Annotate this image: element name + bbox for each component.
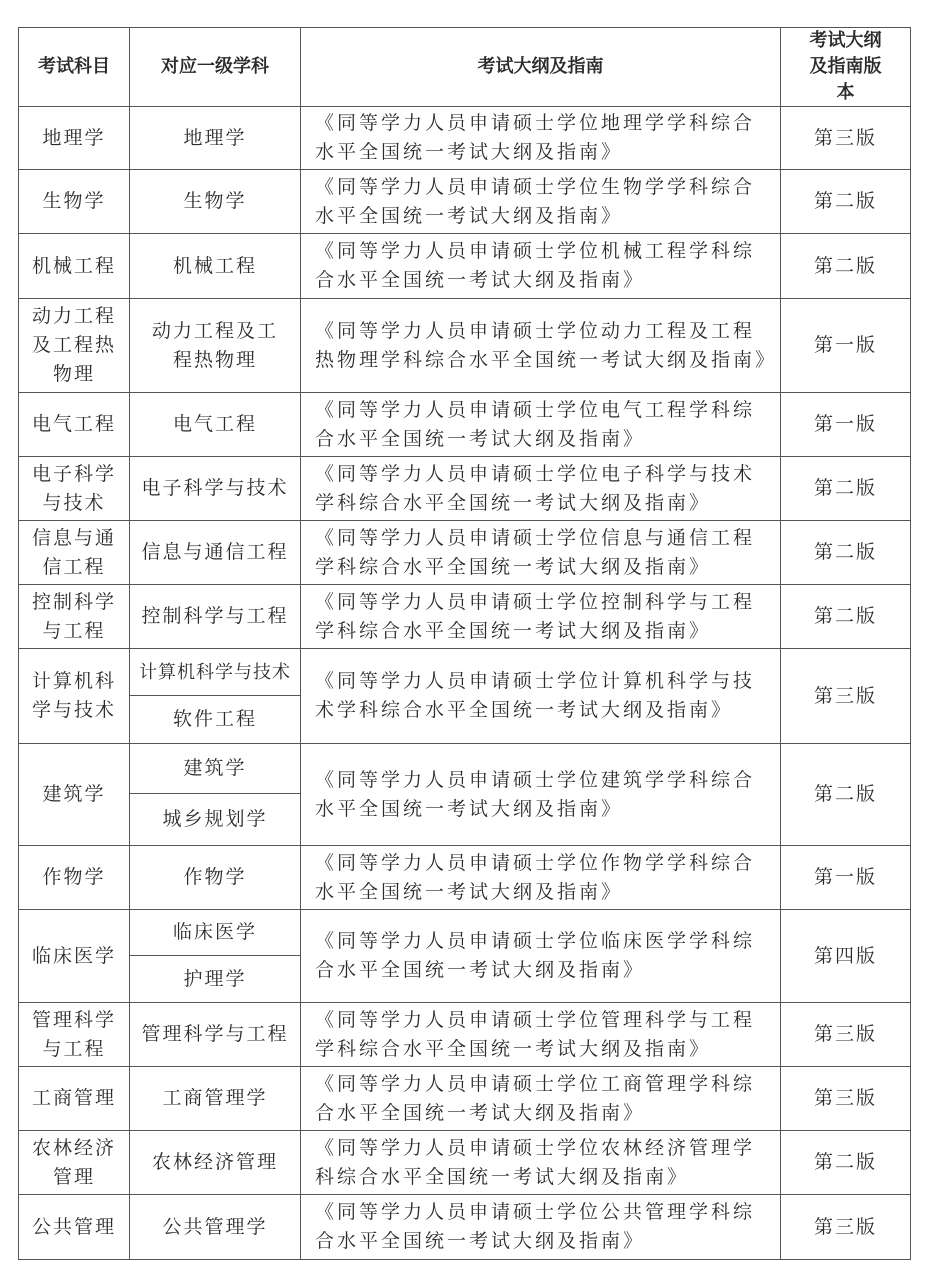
outline-cell: 《同等学力人员申请硕士学位建筑学学科综合水平全国统一考试大纲及指南》 xyxy=(301,744,781,846)
discipline-cell: 作物学 xyxy=(130,846,301,910)
edition-cell: 第一版 xyxy=(781,299,911,393)
discipline-cell: 动力工程及工程热物理 xyxy=(130,299,301,393)
subject-cell: 生物学 xyxy=(19,170,130,234)
outline-cell: 《同等学力人员申请硕士学位临床医学学科综合水平全国统一考试大纲及指南》 xyxy=(301,910,781,1003)
subject-cell: 作物学 xyxy=(19,846,130,910)
discipline-cell: 地理学 xyxy=(130,107,301,170)
subject-cell: 控制科学与工程 xyxy=(19,585,130,649)
outline-cell: 《同等学力人员申请硕士学位控制科学与工程学科综合水平全国统一考试大纲及指南》 xyxy=(301,585,781,649)
table-row xyxy=(19,744,911,794)
table-row xyxy=(19,1131,911,1195)
discipline-cell: 公共管理学 xyxy=(130,1195,301,1260)
outline-cell: 《同等学力人员申请硕士学位电子科学与技术学科综合水平全国统一考试大纲及指南》 xyxy=(301,457,781,521)
edition-cell: 第三版 xyxy=(781,649,911,744)
header-edition: 考试大纲及指南版本 xyxy=(781,28,911,107)
header-outline: 考试大纲及指南 xyxy=(301,28,781,107)
outline-cell: 《同等学力人员申请硕士学位工商管理学科综合水平全国统一考试大纲及指南》 xyxy=(301,1067,781,1131)
table-row xyxy=(19,649,911,696)
discipline-cell: 计算机科学与技术 xyxy=(130,649,301,696)
edition-cell: 第三版 xyxy=(781,107,911,170)
outline-cell: 《同等学力人员申请硕士学位信息与通信工程学科综合水平全国统一考试大纲及指南》 xyxy=(301,521,781,585)
edition-cell: 第三版 xyxy=(781,1195,911,1260)
discipline-cell: 城乡规划学 xyxy=(130,794,301,846)
discipline-cell: 信息与通信工程 xyxy=(130,521,301,585)
edition-cell: 第一版 xyxy=(781,393,911,457)
edition-cell: 第二版 xyxy=(781,457,911,521)
outline-cell: 《同等学力人员申请硕士学位动力工程及工程热物理学科综合水平全国统一考试大纲及指南》 xyxy=(301,299,781,393)
table-row xyxy=(19,521,911,585)
table-row xyxy=(19,1195,911,1260)
edition-cell: 第一版 xyxy=(781,846,911,910)
outline-cell: 《同等学力人员申请硕士学位机械工程学科综合水平全国统一考试大纲及指南》 xyxy=(301,234,781,299)
table-row xyxy=(19,585,911,649)
table-row xyxy=(19,170,911,234)
edition-cell: 第二版 xyxy=(781,1131,911,1195)
discipline-cell: 临床医学 xyxy=(130,910,301,956)
subject-cell: 地理学 xyxy=(19,107,130,170)
outline-cell: 《同等学力人员申请硕士学位电气工程学科综合水平全国统一考试大纲及指南》 xyxy=(301,393,781,457)
subject-cell: 信息与通信工程 xyxy=(19,521,130,585)
outline-cell: 《同等学力人员申请硕士学位地理学学科综合水平全国统一考试大纲及指南》 xyxy=(301,107,781,170)
edition-cell: 第二版 xyxy=(781,585,911,649)
subject-cell: 计算机科学与技术 xyxy=(19,649,130,744)
edition-cell: 第三版 xyxy=(781,1003,911,1067)
edition-cell: 第二版 xyxy=(781,234,911,299)
outline-cell: 《同等学力人员申请硕士学位农林经济管理学科综合水平全国统一考试大纲及指南》 xyxy=(301,1131,781,1195)
edition-cell: 第二版 xyxy=(781,521,911,585)
table-row xyxy=(19,910,911,956)
subject-cell: 临床医学 xyxy=(19,910,130,1003)
subject-cell: 电子科学与技术 xyxy=(19,457,130,521)
table-row xyxy=(19,107,911,170)
subject-cell: 管理科学与工程 xyxy=(19,1003,130,1067)
discipline-cell: 电气工程 xyxy=(130,393,301,457)
discipline-cell: 工商管理学 xyxy=(130,1067,301,1131)
subject-cell: 公共管理 xyxy=(19,1195,130,1260)
table-row xyxy=(19,1003,911,1067)
table-row xyxy=(19,299,911,393)
subject-cell: 电气工程 xyxy=(19,393,130,457)
subject-cell: 农林经济管理 xyxy=(19,1131,130,1195)
discipline-cell: 管理科学与工程 xyxy=(130,1003,301,1067)
header-row xyxy=(19,28,911,107)
edition-cell: 第四版 xyxy=(781,910,911,1003)
outline-cell: 《同等学力人员申请硕士学位计算机科学与技术学科综合水平全国统一考试大纲及指南》 xyxy=(301,649,781,744)
header-discipline: 对应一级学科 xyxy=(130,28,301,107)
header-subject: 考试科目 xyxy=(19,28,130,107)
outline-cell: 《同等学力人员申请硕士学位公共管理学科综合水平全国统一考试大纲及指南》 xyxy=(301,1195,781,1260)
discipline-cell: 控制科学与工程 xyxy=(130,585,301,649)
subject-cell: 建筑学 xyxy=(19,744,130,846)
outline-cell: 《同等学力人员申请硕士学位作物学学科综合水平全国统一考试大纲及指南》 xyxy=(301,846,781,910)
discipline-cell: 电子科学与技术 xyxy=(130,457,301,521)
edition-cell: 第二版 xyxy=(781,744,911,846)
discipline-cell: 农林经济管理 xyxy=(130,1131,301,1195)
discipline-cell: 护理学 xyxy=(130,956,301,1003)
exam-outline-table xyxy=(18,27,911,1260)
subject-cell: 机械工程 xyxy=(19,234,130,299)
table-row xyxy=(19,1067,911,1131)
discipline-cell: 机械工程 xyxy=(130,234,301,299)
discipline-cell: 软件工程 xyxy=(130,696,301,744)
table-row xyxy=(19,234,911,299)
outline-cell: 《同等学力人员申请硕士学位生物学学科综合水平全国统一考试大纲及指南》 xyxy=(301,170,781,234)
discipline-cell: 建筑学 xyxy=(130,744,301,794)
discipline-cell: 生物学 xyxy=(130,170,301,234)
exam-outline-document xyxy=(18,27,910,1260)
subject-cell: 工商管理 xyxy=(19,1067,130,1131)
table-row xyxy=(19,393,911,457)
edition-cell: 第二版 xyxy=(781,170,911,234)
outline-cell: 《同等学力人员申请硕士学位管理科学与工程学科综合水平全国统一考试大纲及指南》 xyxy=(301,1003,781,1067)
subject-cell: 动力工程及工程热物理 xyxy=(19,299,130,393)
edition-cell: 第三版 xyxy=(781,1067,911,1131)
table-row xyxy=(19,457,911,521)
table-row xyxy=(19,846,911,910)
